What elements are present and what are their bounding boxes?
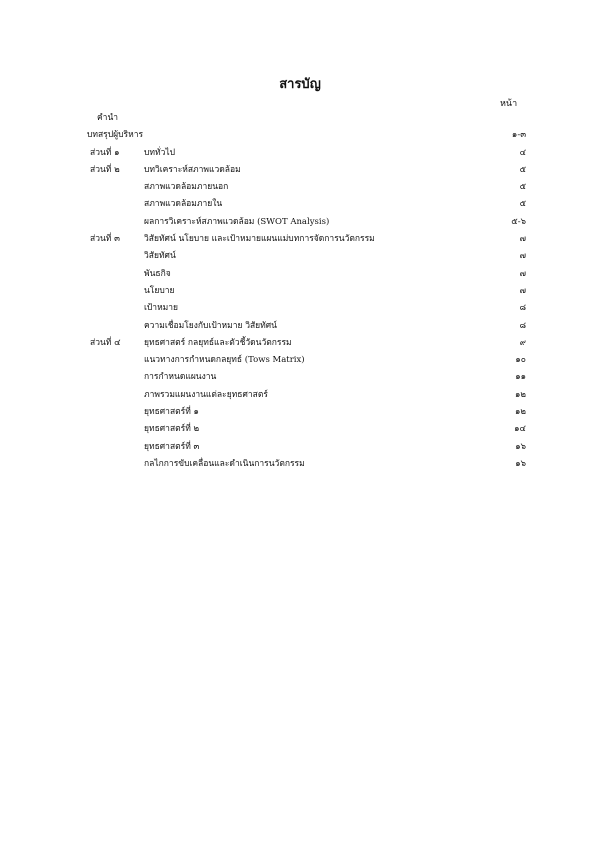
toc-row [0, 335, 600, 352]
toc-section: ส่วนที่ ๔ [90, 337, 121, 348]
toc-page: ๔ [519, 147, 526, 158]
toc-entry: บทสรุปผู้บริหาร [87, 130, 144, 141]
table-of-contents [0, 110, 600, 473]
toc-row [0, 248, 600, 265]
toc-entry: วิสัยทัศน์ [144, 251, 176, 262]
toc-entry: ยุทธศาสตร์ที่ ๒ [144, 424, 200, 435]
toc-page: ๕ [519, 182, 526, 193]
toc-entry: คำนำ [97, 113, 119, 123]
toc-page: ๑๒ [515, 389, 526, 400]
toc-page: ๕ [519, 199, 526, 210]
toc-entry: ยุทธศาสตร์ที่ ๑ [144, 407, 199, 418]
toc-row-preface [0, 110, 600, 127]
toc-row-executive-summary [0, 127, 600, 144]
toc-row [0, 439, 600, 456]
toc-page: ๑๒ [515, 407, 526, 418]
toc-title: สารบัญ [279, 77, 321, 92]
toc-section: ส่วนที่ ๒ [90, 164, 120, 175]
toc-page: ๑๑ [515, 372, 526, 383]
toc-entry: ยุทธศาสตร์ กลยุทธ์และตัวชี้วัดนวัตกรรม [144, 337, 292, 348]
toc-entry: พันธกิจ [144, 268, 171, 279]
toc-section: ส่วนที่ ๑ [90, 147, 120, 158]
page-column-header: หน้า [500, 99, 518, 109]
toc-row [0, 369, 600, 386]
toc-page: ๕-๖ [511, 216, 526, 227]
toc-page: ๗ [519, 268, 526, 279]
toc-entry: ภาพรวมแผนงานแต่ละยุทธศาสตร์ [144, 389, 268, 400]
toc-row [0, 352, 600, 369]
toc-row [0, 196, 600, 213]
toc-page: ๑๐ [515, 355, 526, 366]
toc-row [0, 421, 600, 438]
toc-entry: วิสัยทัศน์ นโยบาย และเป้าหมายแผนแม่บทการจัดการนวัตกรรม [144, 234, 375, 245]
toc-entry: ยุทธศาสตร์ที่ ๓ [144, 441, 200, 452]
toc-entry: กลไกการขับเคลื่อนและดำเนินการนวัตกรรม [144, 458, 305, 469]
toc-entry: นโยบาย [144, 285, 175, 296]
toc-row [0, 162, 600, 179]
toc-row [0, 266, 600, 283]
toc-row [0, 231, 600, 248]
toc-entry: ผลการวิเคราะห์สภาพแวดล้อม (SWOT Analysis) [144, 216, 330, 227]
toc-page: ๑๖ [515, 441, 526, 452]
toc-page: ๑-๓ [511, 130, 526, 141]
toc-row [0, 404, 600, 421]
toc-page: ๕ [519, 164, 526, 175]
toc-entry: การกำหนดแผนงาน [144, 372, 217, 383]
toc-row [0, 283, 600, 300]
toc-row [0, 318, 600, 335]
toc-page: ๑๔ [514, 424, 526, 435]
toc-row [0, 214, 600, 231]
toc-page: ๙ [519, 337, 526, 348]
toc-entry: บททั่วไป [144, 147, 176, 158]
toc-entry: สภาพแวดล้อมภายนอก [144, 182, 229, 193]
toc-page: ๘ [519, 320, 526, 331]
toc-entry: สภาพแวดล้อมภายใน [144, 199, 223, 210]
toc-section: ส่วนที่ ๓ [90, 234, 120, 245]
toc-entry: แนวทางการกำหนดกลยุทธ์ (Tows Matrix) [144, 355, 305, 366]
toc-page: ๗ [519, 251, 526, 262]
toc-row [0, 456, 600, 473]
toc-page: ๗ [519, 285, 526, 296]
toc-row [0, 145, 600, 162]
toc-entry: บทวิเคราะห์สภาพแวดล้อม [144, 164, 241, 175]
toc-entry: ความเชื่อมโยงกับเป้าหมาย วิสัยทัศน์ [144, 320, 277, 331]
toc-page: ๗ [519, 234, 526, 245]
toc-row [0, 387, 600, 404]
toc-row [0, 179, 600, 196]
toc-entry: เป้าหมาย [144, 303, 179, 314]
toc-row [0, 300, 600, 317]
toc-page: ๑๖ [515, 458, 526, 469]
toc-page: ๘ [519, 303, 526, 314]
